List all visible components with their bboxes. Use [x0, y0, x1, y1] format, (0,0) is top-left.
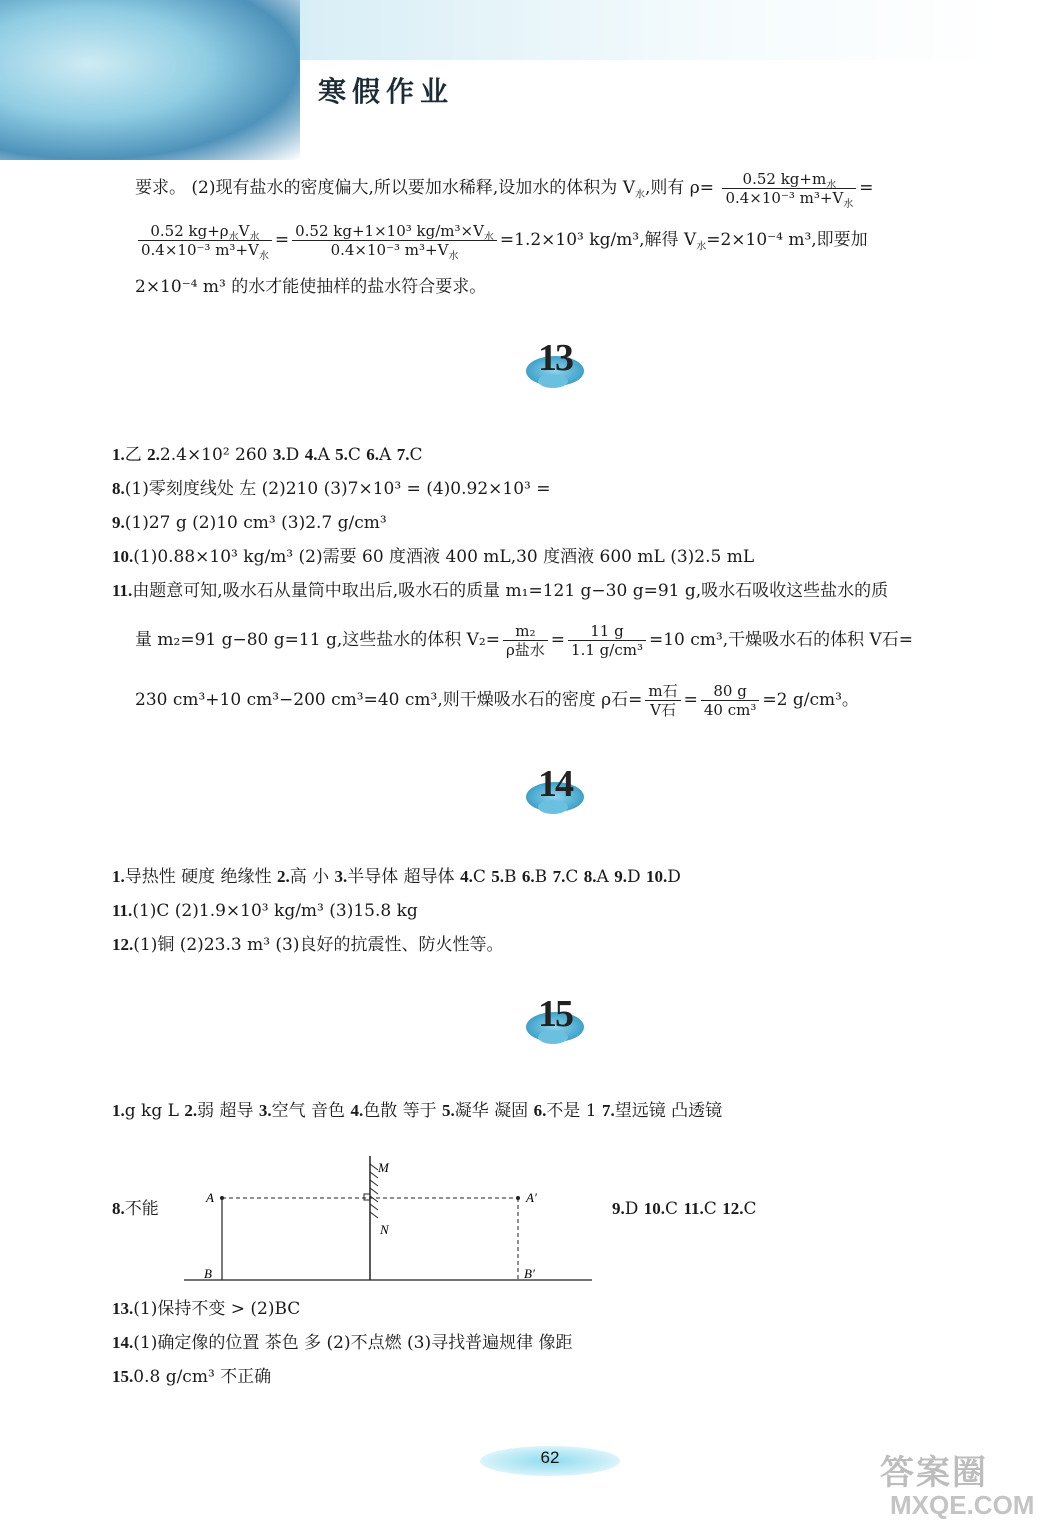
answer-text: 不是 1: [546, 1101, 602, 1121]
label-B: B: [204, 1266, 212, 1281]
p12-line3: 2×10⁻⁴ m³ 的水才能使抽样的盐水符合要求。: [135, 277, 487, 297]
question-number: 1.: [112, 445, 125, 464]
answer-text: A: [379, 445, 397, 465]
question-number: 7.: [552, 867, 566, 886]
answer-text: (1)C (2)1.9×10³ kg/m³ (3)15.8 kg: [132, 901, 418, 921]
s15-q13: [112, 1298, 300, 1320]
answer-text: D: [285, 445, 305, 465]
fraction: $\frac{0.52 kg+1\times 10^3 kg/m^3\times V_水}{0.4\times 10^{-3} m^3+V_水}$: [292, 222, 497, 259]
answer-text: 由题意可知,吸水石从量筒中取出后,吸水石的质量 m₁=121 g−30 g=91 g,吸水石吸收这些盐水的质: [132, 581, 889, 601]
mirror-hatching: [370, 1164, 378, 1218]
answer-text: C: [743, 1199, 757, 1219]
label-N: N: [380, 1222, 389, 1237]
fraction: $\frac{0.52 kg+m_水}{0.4\times 10^{-3} m^3+V_水}$: [722, 170, 856, 207]
question-number: 6.: [366, 445, 380, 464]
question-number: 12.: [112, 935, 134, 954]
answer-text: (1)27 g (2)10 cm³ (3)2.7 g/cm³: [124, 513, 387, 533]
answer-text: 不能: [124, 1199, 159, 1219]
label-A-prime: A′: [526, 1190, 537, 1205]
label-A: A: [206, 1190, 214, 1205]
question-number: 3.: [334, 867, 348, 886]
question-number: 13.: [112, 1299, 134, 1318]
question-number: 2.: [147, 445, 160, 464]
s15-q14: [112, 1332, 573, 1354]
p12-line2: $\frac{0.52 kg+\rho_水V_水}{0.4\times 10^{-3} m^3+V_水}$ = $\frac{0.52 kg+1\times 10^3 kg/m^3\times V_水}{0.4\times 10^{-3} m^3+V_水}$ =1.2×10³ kg/m³,解得 $V_水=2\times 10^{-4}$ m³,即要加: [135, 222, 868, 259]
answer-text: C: [565, 867, 584, 887]
s13-q11-line2: 量 m₂=91 g−80 g=11 g,这些盐水的体积 V₂= $\frac{\text{m₂}}{\text{ρ盐水}}$ = $\frac{11 g}{\text{1.1 g/cm³}}$ =10 cm³,干燥吸水石的体积 V石=: [135, 622, 914, 659]
answer-text: 半导体 超导体: [347, 867, 461, 887]
question-number: 6.: [533, 1101, 547, 1120]
question-number: 7.: [396, 445, 410, 464]
question-number: 9.: [614, 867, 627, 886]
answer-text: 高 小: [289, 867, 335, 887]
answer-text: (1)确定像的位置 茶色 多 (2)不点燃 (3)寻找普遍规律 像距: [133, 1333, 573, 1353]
answer-text: C: [665, 1199, 684, 1219]
question-number: 11.: [112, 901, 133, 920]
question-number: 4.: [304, 445, 318, 464]
answer-text: 色散 等于: [363, 1101, 443, 1121]
question-number: 8.: [583, 867, 597, 886]
s15-q1-7: [112, 1100, 722, 1122]
question-number: 11.: [683, 1199, 704, 1218]
label-M: M: [378, 1160, 389, 1175]
answer-text: D: [626, 867, 646, 887]
question-number: 3.: [272, 445, 286, 464]
question-number: 7.: [601, 1101, 615, 1120]
s13-q11-line1: [112, 580, 888, 602]
s14-q12: [112, 934, 504, 956]
question-number: 2.: [184, 1101, 198, 1120]
page-title: 寒假作业: [318, 75, 455, 108]
question-number: 10.: [645, 867, 668, 886]
header-band: [300, 0, 1000, 60]
fraction: $\frac{0.52 kg+\rho_水V_水}{0.4\times 10^{-3} m^3+V_水}$: [138, 222, 272, 259]
answer-text: g kg L: [124, 1101, 185, 1121]
question-number: 5.: [442, 1101, 455, 1120]
answer-text: C: [703, 1199, 723, 1219]
question-number: 12.: [722, 1199, 744, 1218]
p12-line1: 要求。 (2)现有盐水的密度偏大,所以要加水稀释,设加水的体积为 $V_水$,则有 ρ= $\frac{0.52 kg+m_水}{0.4\times 10^{-3} m^3+V_水}$ =: [135, 170, 874, 210]
s13-q8: [112, 478, 550, 500]
question-number: 1.: [112, 1101, 125, 1120]
section-badge-13: 13: [520, 340, 590, 400]
question-number: 6.: [521, 867, 535, 886]
answer-text: (1)零刻度线处 左 (2)210 (3)7×10³ = (4)0.92×10³ =: [124, 479, 551, 499]
watermark-url: MXQE.COM: [890, 1490, 1035, 1520]
question-number: 5.: [335, 445, 348, 464]
section-badge-15: 15: [520, 996, 590, 1056]
fraction: $\frac{\text{m石}}{\text{V石}}$: [645, 682, 680, 719]
answer-text: 乙: [124, 445, 148, 465]
s14-q1-10: [112, 866, 681, 888]
s15-q8: [112, 1198, 159, 1220]
question-number: 4.: [460, 867, 473, 886]
question-number: 15.: [112, 1367, 134, 1386]
question-number: 9.: [112, 513, 125, 532]
answer-text: 0.8 g/cm³ 不正确: [133, 1367, 272, 1387]
question-number: 8.: [112, 479, 125, 498]
s13-q9: [112, 512, 387, 534]
answer-text: (1)0.88×10³ kg/m³ (2)需要 60 度酒液 400 mL,30 度酒液 600 mL (3)2.5 mL: [133, 547, 755, 567]
answer-text: 2.4×10² 260: [159, 445, 273, 465]
s15-q9-12: [612, 1198, 756, 1220]
answer-text: B: [504, 867, 522, 887]
answer-text: (1)保持不变 > (2)BC: [133, 1299, 301, 1319]
fraction: $\frac{80 g}{\text{40 cm³}}$: [701, 682, 760, 719]
question-number: 2.: [276, 867, 290, 886]
answer-text: 空气 音色: [271, 1101, 351, 1121]
answer-text: 望远镜 凸透镜: [614, 1101, 723, 1121]
question-number: 4.: [350, 1101, 364, 1120]
mirror-diagram: [180, 1150, 600, 1290]
question-number: 9.: [612, 1199, 625, 1218]
s13-q10: [112, 546, 754, 568]
s13-q11-line3: 230 cm³+10 cm³−200 cm³=40 cm³,则干燥吸水石的密度 ρ石= $\frac{\text{m石}}{\text{V石}}$ = $\frac{80 g}{\text{40 cm³}}$ =2 g/cm³。: [135, 682, 859, 719]
section-badge-14: 14: [520, 766, 590, 826]
answer-text: C: [472, 867, 492, 887]
question-number: 3.: [258, 1101, 272, 1120]
answer-text: (1)铜 (2)23.3 m³ (3)良好的抗震性、防火性等。: [133, 935, 504, 955]
answer-text: D: [624, 1199, 644, 1219]
s15-q15: [112, 1366, 271, 1388]
answer-text: 弱 超导: [197, 1101, 259, 1121]
header-illustration: [0, 0, 300, 160]
watermark-logo: 答案圈: [880, 1454, 988, 1492]
s13-q1-7: [112, 444, 423, 466]
question-number: 14.: [112, 1333, 134, 1352]
fraction: $\frac{\text{m₂}}{\text{ρ盐水}}$: [503, 622, 548, 659]
answer-text: A: [596, 867, 615, 887]
page-number: 62: [540, 1448, 560, 1467]
answer-text: C: [347, 445, 367, 465]
right-angle-mark: [364, 1194, 370, 1200]
answer-text: 凝华 凝固: [454, 1101, 534, 1121]
question-number: 11.: [112, 581, 133, 600]
question-number: 10.: [112, 547, 134, 566]
question-number: 1.: [112, 867, 125, 886]
answer-text: 导热性 硬度 绝缘性: [124, 867, 277, 887]
fraction: $\frac{11 g}{\text{1.1 g/cm³}}$: [568, 622, 646, 659]
question-number: 5.: [491, 867, 505, 886]
s14-q11: [112, 900, 418, 922]
question-number: 10.: [643, 1199, 666, 1218]
answer-text: B: [534, 867, 553, 887]
answer-text: A: [317, 445, 336, 465]
answer-text: C: [409, 445, 423, 465]
page-number-badge: [480, 1440, 620, 1480]
answer-text: D: [667, 867, 681, 887]
question-number: 8.: [112, 1199, 125, 1218]
label-B-prime: B′: [524, 1266, 535, 1281]
